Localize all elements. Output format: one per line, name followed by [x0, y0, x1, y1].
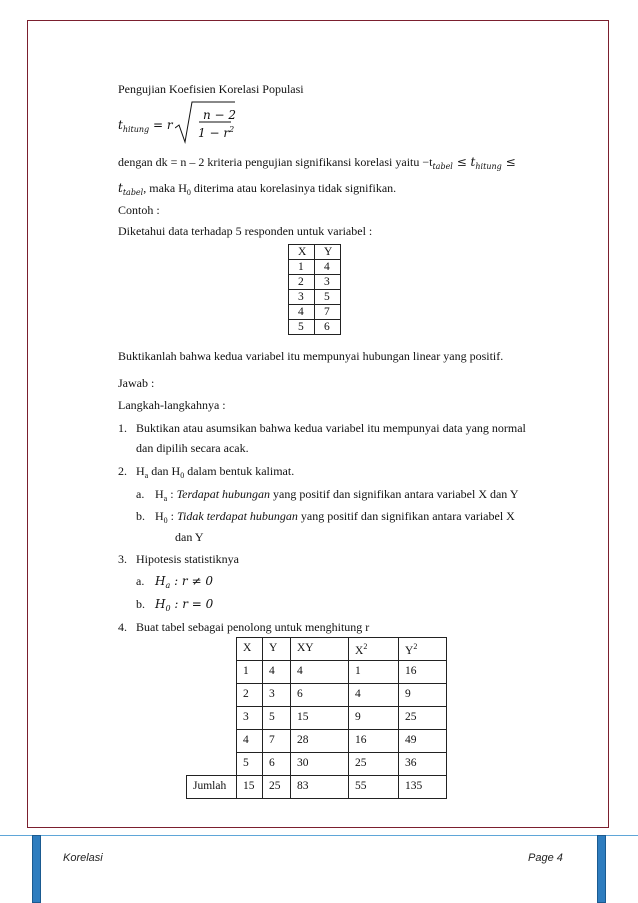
step-3b-sub: 0: [165, 604, 171, 613]
table-header-cell: XY: [291, 638, 349, 661]
criteria-text: dengan dk = n – 2 kriteria pengujian signifikansi korelasi yaitu −t: [118, 155, 433, 169]
table-cell: 7: [315, 305, 341, 320]
criteria-leq: ≤ t: [452, 155, 476, 169]
step-3a-sub: a: [165, 581, 171, 590]
step-3b-h: H: [155, 597, 166, 611]
table-cell: 5: [263, 707, 291, 730]
total-cell: 55: [349, 776, 399, 799]
table-blank-cell: [187, 730, 237, 753]
table-row: [289, 275, 341, 290]
step-2-text: [136, 464, 294, 480]
table-header-cell: Y: [263, 638, 291, 661]
step-3a-label: a.: [136, 574, 145, 588]
step-2a-h: H: [155, 487, 164, 501]
step-2-h: H: [136, 464, 145, 478]
formula-denominator-base: 1 − r: [198, 126, 230, 140]
table-cell: 4: [349, 684, 399, 707]
table-row: [187, 753, 447, 776]
table-cell: 3: [289, 290, 315, 305]
criteria-end: diterima atau korelasinya tidak signifikan.: [190, 181, 397, 195]
table-cell: 6: [291, 684, 349, 707]
step-4-number: 4.: [118, 620, 127, 634]
footer-right-bar: [597, 835, 606, 903]
header-x2-base: X: [355, 645, 364, 657]
step-3a-expr: [155, 574, 213, 590]
step-2-hsub-a: a: [144, 471, 149, 480]
formula-denominator-exp: 2: [229, 125, 235, 134]
criteria-t: t: [118, 181, 123, 195]
formula-lhs: t: [118, 118, 123, 132]
total-cell: 83: [291, 776, 349, 799]
step-3a-h: H: [155, 574, 166, 588]
table-header-row: [187, 638, 447, 661]
header-y2-sup: 2: [413, 642, 418, 651]
table-cell: 4: [315, 260, 341, 275]
step-1-text-a: Buktikan atau asumsikan bahwa kedua variabel itu mempunyai data yang normal: [136, 421, 526, 435]
footer-title: Korelasi: [63, 852, 103, 864]
step-2b-h: H: [155, 509, 164, 523]
table-cell: 4: [237, 730, 263, 753]
total-cell: 135: [399, 776, 447, 799]
table-row: [289, 320, 341, 335]
table-header-cell: [399, 638, 447, 661]
table-blank-cell: [187, 638, 237, 661]
total-cell: 15: [237, 776, 263, 799]
table-row: [289, 290, 341, 305]
table-cell: 4: [263, 661, 291, 684]
step-2b-label: b.: [136, 509, 145, 523]
step-2-hsub-0: 0: [180, 471, 185, 480]
table-cell: 49: [399, 730, 447, 753]
data-table-xy: [288, 244, 341, 335]
jawab-label: Jawab :: [118, 376, 155, 390]
table-cell: 2: [289, 275, 315, 290]
step-2-end: dalam bentuk kalimat.: [184, 464, 295, 478]
table-cell: 1: [237, 661, 263, 684]
table-cell: 6: [315, 320, 341, 335]
table-cell: 15: [291, 707, 349, 730]
table-blank-cell: [187, 684, 237, 707]
t-hitung-formula: [118, 118, 173, 134]
formula-eq: = r: [153, 118, 173, 132]
criteria-tabel-sub-2: tabel: [122, 188, 144, 197]
contoh-label: Contoh :: [118, 203, 160, 217]
criteria-line-2: [118, 181, 396, 197]
footer-rule: [0, 835, 638, 836]
table-cell: 4: [291, 661, 349, 684]
table-cell: 3: [237, 707, 263, 730]
table-cell: 1: [289, 260, 315, 275]
formula-denominator: [198, 125, 234, 140]
table-cell: 7: [263, 730, 291, 753]
table-cell: 1: [349, 661, 399, 684]
footer-left-bar: [32, 835, 41, 903]
langkah-label: Langkah-langkahnya :: [118, 398, 226, 412]
step-1-number: 1.: [118, 421, 127, 435]
step-3-text: Hipotesis statistiknya: [136, 552, 239, 566]
table-cell: 5: [315, 290, 341, 305]
step-3b-expr: [155, 597, 213, 613]
formula-numerator: n − 2: [203, 108, 237, 122]
step-2a-italic: Terdapat hubungan: [176, 487, 271, 501]
buktikan-text: Buktikanlah bahwa kedua variabel itu mempunyai hubungan linear yang positif.: [118, 349, 504, 363]
table-cell: 5: [289, 320, 315, 335]
table-cell: 2: [237, 684, 263, 707]
header-y2-base: Y: [405, 645, 414, 657]
criteria-tabel-sub: tabel: [432, 162, 453, 171]
table-blank-cell: [187, 753, 237, 776]
criteria-h0-sub: 0: [186, 188, 191, 197]
table-cell: 30: [291, 753, 349, 776]
table-header-row: [289, 245, 341, 260]
criteria-maka: , maka H: [143, 181, 187, 195]
step-2a-sub: a: [163, 494, 168, 503]
step-2a-rest: yang positif dan signifikan antara variabel X dan Y: [270, 487, 519, 501]
step-3-number: 3.: [118, 552, 127, 566]
step-2-mid: dan H: [148, 464, 181, 478]
step-1-text-b: dan dipilih secara acak.: [136, 441, 249, 455]
step-2b-rest: yang positif dan signifikan antara variabel X: [297, 509, 515, 523]
table-cell: 36: [399, 753, 447, 776]
step-4-text: Buat tabel sebagai penolong untuk menghitung r: [136, 620, 370, 634]
step-3a-rest: : r ≠ 0: [170, 574, 213, 588]
table-cell: 9: [399, 684, 447, 707]
step-3b-rest: : r = 0: [170, 597, 214, 611]
criteria-leq2: ≤: [501, 155, 516, 169]
step-3b-label: b.: [136, 597, 145, 611]
table-cell: 6: [263, 753, 291, 776]
step-2a-text: [155, 487, 519, 503]
step-2b-italic: Tidak terdapat hubungan: [177, 509, 298, 523]
table-cell: 5: [237, 753, 263, 776]
table-row: [289, 305, 341, 320]
table-row: [187, 707, 447, 730]
total-cell: 25: [263, 776, 291, 799]
criteria-line-1: [118, 155, 516, 171]
total-label-cell: Jumlah: [187, 776, 237, 799]
table-header-cell: [349, 638, 399, 661]
step-2a-label: a.: [136, 487, 145, 501]
table-header-cell: X: [237, 638, 263, 661]
step-2-number: 2.: [118, 464, 127, 478]
table-row: [187, 730, 447, 753]
criteria-hitung-sub: hitung: [475, 162, 502, 171]
table-cell: 4: [289, 305, 315, 320]
table-row: [289, 260, 341, 275]
table-cell: 25: [349, 753, 399, 776]
table-row: [187, 684, 447, 707]
table-cell: 16: [399, 661, 447, 684]
header-x2-sup: 2: [363, 642, 368, 651]
table-blank-cell: [187, 707, 237, 730]
diketahui-text: Diketahui data terhadap 5 responden untuk variabel :: [118, 224, 373, 238]
step-2b-sub: 0: [163, 516, 168, 525]
table-blank-cell: [187, 661, 237, 684]
table-total-row: [187, 776, 447, 799]
step-2b-colon: :: [167, 509, 178, 523]
table-cell: 16: [349, 730, 399, 753]
step-2a-colon: :: [167, 487, 177, 501]
table-cell: 28: [291, 730, 349, 753]
table-cell: 9: [349, 707, 399, 730]
table-row: [187, 661, 447, 684]
formula-lhs-sub: hitung: [122, 125, 150, 134]
step-2b-continuation: dan Y: [175, 530, 204, 544]
table-cell: 3: [315, 275, 341, 290]
helper-table: [186, 637, 447, 799]
section-heading: Pengujian Koefisien Korelasi Populasi: [118, 82, 304, 96]
table-cell: 3: [263, 684, 291, 707]
table-header-cell: Y: [315, 245, 341, 260]
table-header-cell: X: [289, 245, 315, 260]
footer-page-number: Page 4: [528, 852, 563, 864]
table-cell: 25: [399, 707, 447, 730]
step-2b-text: [155, 509, 515, 525]
